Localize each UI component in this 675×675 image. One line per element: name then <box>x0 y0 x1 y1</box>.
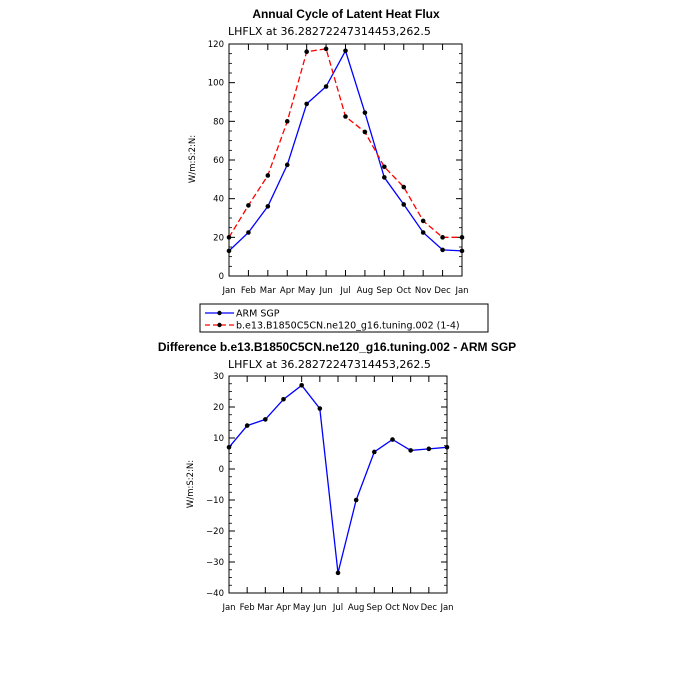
x-tick-label: Oct <box>385 603 400 613</box>
x-tick-label: Jan <box>222 603 236 613</box>
data-point <box>460 249 465 254</box>
data-point <box>427 447 432 452</box>
data-point <box>246 230 251 235</box>
series-line-1 <box>229 49 462 238</box>
y-tick-label: 60 <box>213 156 224 166</box>
data-point <box>336 571 341 576</box>
data-point <box>227 445 232 450</box>
data-point <box>343 114 348 119</box>
data-point <box>304 102 309 107</box>
x-tick-label: Jan <box>222 286 236 296</box>
data-point <box>372 450 377 455</box>
y-tick-label: 10 <box>213 434 224 444</box>
data-point <box>227 235 232 240</box>
data-point <box>324 47 329 52</box>
chart-title: Difference b.e13.B1850C5CN.ne120_g16.tuning.002 - ARM SGP <box>157 340 517 354</box>
data-point <box>440 235 445 240</box>
data-point <box>318 406 323 411</box>
x-tick-label: Mar <box>257 603 274 613</box>
x-tick-label: Mar <box>259 286 276 296</box>
x-tick-label: Jul <box>340 286 351 296</box>
data-point <box>401 185 406 190</box>
y-tick-label: −10 <box>206 496 224 506</box>
y-tick-label: 80 <box>213 117 224 128</box>
data-point <box>460 235 465 240</box>
x-tick-label: Nov <box>414 286 432 296</box>
y-tick-label: 0 <box>218 465 224 475</box>
data-point <box>266 204 271 209</box>
annual-cycle-chart <box>188 7 469 296</box>
data-point <box>266 173 271 178</box>
x-tick-label: Dec <box>434 286 451 296</box>
x-tick-label: Jan <box>455 286 469 296</box>
series-layer <box>227 47 465 254</box>
data-point <box>401 202 406 207</box>
series-line-0 <box>229 385 447 573</box>
x-tick-label: Apr <box>276 603 291 613</box>
y-tick-label: 100 <box>207 78 224 89</box>
data-point <box>324 84 329 89</box>
data-point <box>281 397 286 402</box>
data-point <box>440 248 445 253</box>
y-tick-label: 120 <box>207 40 224 50</box>
chart-subtitle: LHFLX at 36.28272247314453,262.5 <box>228 25 431 38</box>
data-point <box>363 130 368 135</box>
data-point <box>421 230 426 235</box>
plot-frame <box>229 44 462 276</box>
y-tick-label: 30 <box>213 372 224 382</box>
series-layer <box>227 383 450 575</box>
y-tick-label: 20 <box>213 403 224 413</box>
data-point <box>343 48 348 53</box>
y-tick-label: 20 <box>213 233 224 244</box>
plot-frame <box>229 376 447 593</box>
y-axis-label: W/m:S:2:N: <box>186 459 196 509</box>
data-point <box>408 448 413 453</box>
x-tick-label: Jan <box>440 603 454 613</box>
data-point <box>421 219 426 224</box>
data-point <box>363 110 368 115</box>
data-point <box>285 119 290 124</box>
x-tick-label: Dec <box>420 603 438 613</box>
legend-label-model: b.e13.B1850C5CN.ne120_g16.tuning.002 (1-4) <box>236 320 460 332</box>
legend <box>200 304 488 332</box>
series-line-0 <box>229 51 462 251</box>
data-point <box>304 49 309 54</box>
data-point <box>382 164 387 169</box>
y-tick-label: 0 <box>218 272 224 282</box>
data-point <box>382 175 387 180</box>
x-tick-label: Apr <box>279 286 295 296</box>
data-point <box>299 383 304 388</box>
legend-label-arm-sgp: ARM SGP <box>236 308 280 320</box>
legend-marker-model <box>217 323 221 327</box>
data-point <box>354 498 359 503</box>
data-point <box>227 249 232 254</box>
x-tick-label: Aug <box>356 286 374 296</box>
y-tick-label: −30 <box>206 558 224 568</box>
x-tick-label: Oct <box>396 286 412 296</box>
x-tick-label: Aug <box>347 603 365 613</box>
x-tick-label: Sep <box>376 286 393 296</box>
data-point <box>263 417 268 422</box>
x-tick-label: Jun <box>319 286 333 296</box>
data-point <box>245 423 250 428</box>
axes-layer <box>208 40 469 296</box>
y-tick-label: −40 <box>206 589 224 599</box>
x-tick-label: Feb <box>240 286 256 296</box>
x-tick-label: Sep <box>366 603 383 613</box>
data-point <box>246 203 251 208</box>
x-tick-label: Nov <box>402 603 419 613</box>
data-point <box>390 437 395 442</box>
chart-title: Annual Cycle of Latent Heat Flux <box>252 7 440 21</box>
x-tick-label: May <box>292 603 311 613</box>
difference-chart <box>158 340 516 613</box>
x-tick-label: Jun <box>313 603 327 613</box>
chart-subtitle: LHFLX at 36.28272247314453,262.5 <box>228 358 431 371</box>
data-point <box>285 163 290 168</box>
x-tick-label: Jul <box>332 603 344 613</box>
x-tick-label: May <box>297 286 316 296</box>
data-point <box>445 445 450 450</box>
legend-marker-arm-sgp <box>217 311 221 315</box>
axes-layer <box>206 372 454 613</box>
y-axis-label: W/m:S:2:N: <box>188 134 198 184</box>
y-tick-label: 40 <box>213 194 224 205</box>
x-tick-label: Feb <box>239 603 255 613</box>
y-tick-label: −20 <box>206 527 224 537</box>
